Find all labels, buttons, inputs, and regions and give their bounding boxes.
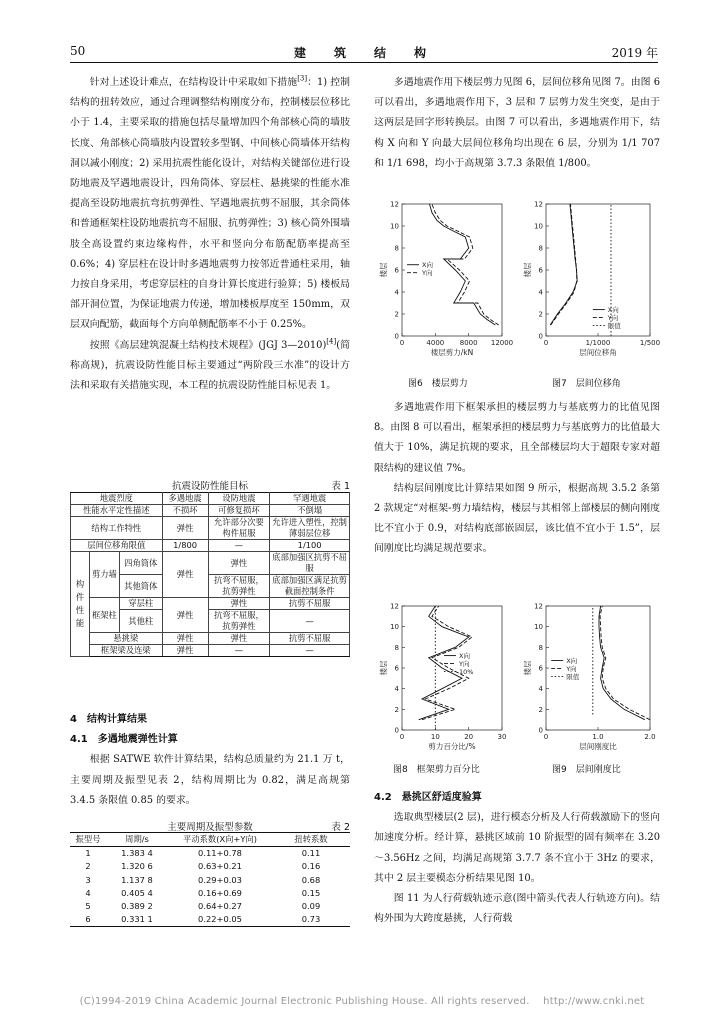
table-row: 6 0.331 1 0.22+0.05 0.73 [70,913,350,927]
y-tick-label: 0 [538,332,543,341]
x-tick-label: 0 [543,339,549,347]
y-tick-label: 8 [538,643,543,652]
right-column-text-1 [374,73,660,174]
x-tick-label: 8000 [459,339,478,347]
y-tick-label: 10 [390,623,399,632]
y-tick-label: 12 [390,602,399,611]
table1-performance-targets: 地震烈度 多遇地震 设防地震 罕遇地震 性能水平定性描述 不损坏 可修复损坏 不倒塌 结构工作特性 弹性 允许部分次要构件屈服 允许进入塑性，控制薄弱层位移 层间位移角限值 1/800 — 1/100 构件性能 剪力墙 四角筒体 弹性 弹性 底部加强区抗剪不屈服 其他筒体 抗弯不屈服，抗剪弹性 底部加强区满足抗剪截面控制条件 框架柱 穿层柱 弹性 弹性 抗剪不屈服 其他柱 抗弯不屈服，抗剪弹性 — 悬挑梁 弹性 弹性 抗剪不屈服 框架梁及连梁 弹性 — — [70,492,350,657]
figure-7-caption: 图7 层间位移角 [552,379,621,389]
y-tick-label: 6 [538,664,543,673]
y-tick-label: 4 [538,288,543,297]
paragraph-pedestrian-load: 图 11 为人行荷载轨迹示意(图中箭头代表人行轨迹方向)。结构外围为大跨度悬挑，人行荷载 [374,893,660,925]
figure-9-stiffness-chart [518,598,658,754]
section-4-2-heading: 4.2 悬挑区舒适度验算 [374,792,482,803]
y-tick-label: 12 [390,200,399,209]
publication-year: 2019 年 [611,46,658,60]
x-axis-label: 楼层剪力/kN [430,348,474,357]
y-tick-label: 0 [394,726,399,735]
series-line-1 [599,606,645,720]
y-tick-label: 2 [538,310,543,319]
table-row: 4 0.405 4 0.16+0.69 0.15 [85,887,321,898]
paragraph-performance-target: 按照《高层建筑混凝土结构技术规程》(JGJ 3—2010)[4](简称高规)，抗震设防性能目标主要通过“两阶段三水准”的设计方法和采取有关措施实现，本工程的抗震设防性能目标见表 1。 [70,337,350,392]
plot-frame [402,606,502,730]
paragraph-stiffness-ratio: 结构层间刚度比计算结果如图 9 所示，根据高规 3.5.2 条第 2 款规定“对框架-剪力墙结构，楼层与其相邻上部楼层的侧向刚度比不宜小于 0.9，对结构底部嵌固层，该比值不宜小于 1.5”，层间刚度比均满足规范要求。 [374,482,660,555]
legend-label: X向 [566,657,578,666]
y-axis-label: 楼层 [523,262,532,278]
table-row: 1 1.383 4 0.11+0.78 0.11 [85,848,321,859]
legend-label: Y向 [459,660,470,669]
legend-label: 限值 [607,322,621,331]
table2-header-row: 振型号 周期/s 平动系数(X向+Y向) 扭转系数 [70,833,350,847]
y-tick-label: 2 [394,310,399,319]
legend-label: 限值 [566,673,580,682]
plot-frame [546,204,650,336]
legend-label: X向 [422,261,433,270]
y-tick-label: 0 [394,332,399,341]
x-tick-label: 1.0 [592,733,604,741]
x-tick-label: 12000 [490,339,514,347]
figure-7-drift-chart [518,196,661,364]
x-axis-label: 剪力百分比/% [428,742,476,751]
y-axis-label: 楼层 [523,660,532,676]
x-tick-label: 0 [399,339,405,347]
section-4-1-heading: 4.1 多遇地震弹性计算 [70,734,178,746]
x-axis-label: 层间位移角 [579,348,617,357]
x-tick-label: 30 [497,733,507,741]
copyright-footer: (C)1994-2019 China Academic Journal Electronic Publishing House. All rights reserved. http://www.cnki.net [79,996,645,1007]
series-line-1 [550,204,577,325]
paragraph-frame-shear: 多遇地震作用下框架承担的楼层剪力与基底剪力的比值见图 8。由图 8 可以看出，框架承担的楼层剪力与基底剪力的比值最大值大于 10%，满足抗规的要求，且全部楼层均大于超限专家对超限结构的建议值 7%。 [374,402,660,474]
y-tick-label: 6 [538,266,543,275]
figure-6-caption: 图6 楼层剪力 [408,379,468,389]
x-tick-label: 10 [430,733,440,741]
left-column-text [70,73,350,396]
y-tick-label: 0 [538,726,543,735]
y-tick-label: 2 [394,705,399,714]
y-tick-label: 2 [538,705,543,714]
series-line-2 [432,204,499,325]
table-row: 3 1.137 8 0.29+0.03 0.68 [85,874,321,885]
left-column-section4 [70,710,350,811]
figure-9-caption: 图9 层间刚度比 [552,765,621,775]
right-column-text-3 [374,788,660,929]
right-column-text-2 [374,398,660,560]
y-tick-label: 10 [534,623,543,632]
paragraph-comfort-check: 选取典型楼层(2 层)，进行模态分析及人行荷载激励下的竖向加速度分析。经计算，悬挑区域前 10 阶振型的固有频率在 3.20～3.56Hz 之间，均满足高规第 3.7.7 条不宜小于 3Hz 的要求，其中 2 层主要模态分析结果见图 10。 [374,812,660,884]
paragraph-satwe: 根据 SATWE 软件计算结果，结构总质量约为 21.1 万 t，主要周期及振型见表 2，结构周期比为 0.82，满足高规第 3.4.5 条限值 0.85 的要求。 [70,754,350,806]
table-row: 2 1.320 6 0.63+0.21 0.16 [85,861,321,872]
y-axis-label: 楼层 [379,660,388,676]
x-axis-label: 层间刚度比 [579,742,617,751]
plot-frame [546,606,650,730]
journal-name: 建 筑 结 构 [293,46,434,60]
x-tick-label: 1/1000 [585,339,611,347]
legend-label: Y向 [566,665,577,674]
y-tick-label: 6 [394,266,399,275]
section-4-heading: 4 结构计算结果 [70,714,147,725]
y-tick-label: 10 [534,222,543,231]
x-tick-label: 2.0 [644,733,656,741]
y-tick-label: 4 [394,685,399,694]
paragraph-floor-shear: 多遇地震作用下楼层剪力见图 6，层间位移角见图 7。由图 6 可以看出，多遇地震作用下，3 层和 7 层剪力发生突变，是由于这两层是回字形转换层。由图 7 可以看出，多遇地震作用下，结构 X 向和 Y 向最大层间位移角均出现在 6 层，分别为 1/1 707 和 1/1 698，均小于高规第 3.7.3 条限值 1/800。 [374,77,660,169]
table-row: 5 0.389 2 0.64+0.27 0.09 [85,901,321,912]
series-line-2 [551,204,577,325]
y-tick-label: 10 [390,222,399,231]
running-header [70,44,658,62]
legend-label: X向 [459,652,470,661]
figure-6-floor-shear-chart [374,196,514,364]
y-axis-label: 楼层 [379,262,388,278]
x-tick-label: 0 [399,733,405,741]
y-tick-label: 8 [394,244,399,253]
table2-periods [70,832,350,927]
x-tick-label: 4000 [426,339,445,347]
legend-label: X向 [607,306,619,315]
y-tick-label: 6 [394,664,399,673]
y-tick-label: 4 [394,288,399,297]
y-tick-label: 8 [394,643,399,652]
series-line-1 [430,204,496,325]
x-tick-label: 1/500 [639,339,661,347]
series-line-2 [600,606,650,720]
y-tick-label: 12 [534,602,543,611]
paragraph-design-measures: 针对上述设计难点，在结构设计中采取如下措施[3]：1) 控制结构的扭转效应，通过合理调整结构刚度分布，控制楼层位移比小于 1.4，主要采取的措施包括尽量增加四个角部核心筒的墙肢长度、角部核心筒墙肢内设置较多型钢、中间核心筒墙体开结构洞以减小刚度；2) 采用抗震性能化设计，对结构关键部位进行设防地震及罕遇地震设计，四角筒体、穿层柱、悬挑梁的性能水准提高至设防地震抗弯抗剪弹性、罕遇地震抗剪不屈服，其余筒体和普通框架柱设防地震抗弯不屈服、抗剪弹性；3) 核心筒外围墙肢全高设置约束边缘构件，水平和竖向分布筋配筋率提高至 0.6%；4) 穿层柱在设计时多遇地震剪力按邻近普通柱采用，轴力按自身采用，考虑穿层柱的自身计算长度进行验算；5) 楼板局部开洞位置，为保证地震力传递，增加楼板厚度至 150mm，双层双向配筋，截面每个方向单侧配筋率不小于 0.25%。 [70,74,351,331]
page-number: 50 [70,44,86,58]
figure-8-caption: 图8 框架剪力百分比 [393,765,480,775]
legend-label: Y向 [422,269,433,278]
x-tick-label: 20 [464,733,474,741]
y-tick-label: 8 [538,244,543,253]
y-tick-label: 12 [534,200,543,209]
legend-label: 10% [459,668,474,677]
y-tick-label: 4 [538,685,543,694]
header-rule [70,62,658,63]
x-tick-label: 0 [543,733,549,741]
legend-label: Y向 [607,314,619,323]
figure-8-frame-shear-chart [374,598,510,754]
